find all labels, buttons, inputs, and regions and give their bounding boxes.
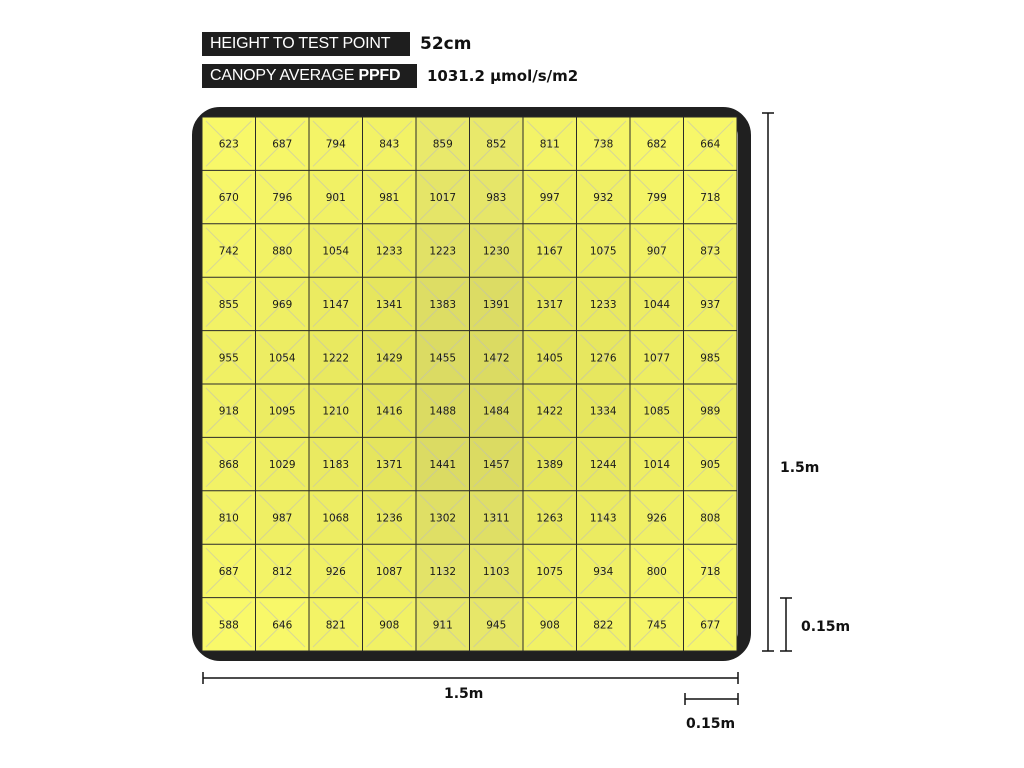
cell-value: 1132 bbox=[429, 565, 457, 578]
cell-value: 1276 bbox=[589, 352, 617, 365]
cell-value: 1077 bbox=[643, 352, 671, 365]
cell-value: 983 bbox=[486, 192, 507, 205]
cell-value: 1183 bbox=[322, 459, 350, 472]
cell-value: 1302 bbox=[429, 512, 457, 525]
cell-value: 908 bbox=[379, 619, 400, 632]
cell-value: 677 bbox=[700, 619, 721, 632]
cell-value: 1095 bbox=[268, 405, 296, 418]
cell-value: 1429 bbox=[375, 352, 403, 365]
cell-value: 934 bbox=[593, 565, 614, 578]
cell-value: 1455 bbox=[429, 352, 457, 365]
cell-value: 1075 bbox=[589, 245, 617, 258]
cell-value: 873 bbox=[700, 245, 721, 258]
height-value: 52cm bbox=[420, 34, 472, 54]
average-label-prefix: CANOPY AVERAGE bbox=[210, 67, 359, 84]
cell-value: 901 bbox=[325, 192, 346, 205]
cell-value: 670 bbox=[218, 192, 239, 205]
cell-value: 810 bbox=[218, 512, 239, 525]
cell-value: 687 bbox=[272, 138, 293, 151]
cell-value: 918 bbox=[218, 405, 239, 418]
cell-value: 718 bbox=[700, 192, 721, 205]
cell-value: 1244 bbox=[589, 459, 617, 472]
cell-value: 1147 bbox=[322, 298, 350, 311]
cell-value: 1017 bbox=[429, 192, 457, 205]
cell-value: 808 bbox=[700, 512, 721, 525]
cell-value: 855 bbox=[218, 298, 239, 311]
cell-value: 987 bbox=[272, 512, 293, 525]
cell-value: 687 bbox=[218, 565, 239, 578]
cell-value: 997 bbox=[539, 192, 560, 205]
cell-value: 1317 bbox=[536, 298, 564, 311]
cell-value: 981 bbox=[379, 192, 400, 205]
cell-value: 905 bbox=[700, 459, 721, 472]
cell-value: 1441 bbox=[429, 459, 457, 472]
cell-value: 1341 bbox=[375, 298, 403, 311]
cell-value: 937 bbox=[700, 298, 721, 311]
cell-value: 1383 bbox=[429, 298, 457, 311]
cell-value: 1054 bbox=[268, 352, 296, 365]
cell-value: 664 bbox=[700, 138, 721, 151]
cell-value: 926 bbox=[325, 565, 346, 578]
cell-value: 1167 bbox=[536, 245, 564, 258]
cell-value: 1391 bbox=[482, 298, 510, 311]
cell-value: 1371 bbox=[375, 459, 403, 472]
cell-value: 868 bbox=[218, 459, 239, 472]
cell-value: 800 bbox=[646, 565, 667, 578]
average-label-bold: PPFD bbox=[358, 67, 401, 84]
cell-width-label: 0.15m bbox=[686, 716, 736, 732]
cell-value: 811 bbox=[539, 138, 560, 151]
cell-value: 1405 bbox=[536, 352, 564, 365]
cell-value: 1457 bbox=[482, 459, 510, 472]
cell-value: 646 bbox=[272, 619, 293, 632]
cell-value: 843 bbox=[379, 138, 400, 151]
cell-value: 1103 bbox=[482, 565, 510, 578]
cell-value: 1389 bbox=[536, 459, 564, 472]
cell-value: 969 bbox=[272, 298, 293, 311]
cell-value: 1044 bbox=[643, 298, 671, 311]
cell-value: 794 bbox=[325, 138, 346, 151]
cell-value: 1422 bbox=[536, 405, 564, 418]
cell-value: 1416 bbox=[375, 405, 403, 418]
cell-value: 1075 bbox=[536, 565, 564, 578]
cell-value: 1263 bbox=[536, 512, 564, 525]
cell-value: 1334 bbox=[589, 405, 617, 418]
cell-value: 742 bbox=[218, 245, 239, 258]
cell-value: 1223 bbox=[429, 245, 457, 258]
cell-value: 852 bbox=[486, 138, 507, 151]
cell-value: 1029 bbox=[268, 459, 296, 472]
cell-value: 738 bbox=[593, 138, 614, 151]
cell-value: 1230 bbox=[482, 245, 510, 258]
cell-value: 822 bbox=[593, 619, 614, 632]
cell-value: 880 bbox=[272, 245, 293, 258]
cell-value: 1222 bbox=[322, 352, 350, 365]
average-value: 1031.2 µmol/s/m2 bbox=[427, 67, 579, 85]
cell-value: 812 bbox=[272, 565, 293, 578]
cell-value: 1087 bbox=[375, 565, 403, 578]
cell-value: 989 bbox=[700, 405, 721, 418]
cell-value: 1488 bbox=[429, 405, 457, 418]
cell-value: 955 bbox=[218, 352, 239, 365]
cell-value: 1068 bbox=[322, 512, 350, 525]
cell-value: 745 bbox=[646, 619, 667, 632]
cell-value: 945 bbox=[486, 619, 507, 632]
cell-value: 1085 bbox=[643, 405, 671, 418]
cell-value: 1210 bbox=[322, 405, 350, 418]
cell-value: 799 bbox=[646, 192, 667, 205]
cell-value: 1233 bbox=[589, 298, 617, 311]
cell-value: 911 bbox=[432, 619, 453, 632]
cell-value: 796 bbox=[272, 192, 293, 205]
height-label: HEIGHT TO TEST POINT bbox=[202, 32, 410, 56]
width-dimension-label: 1.5m bbox=[444, 686, 484, 702]
cell-depth-label: 0.15m bbox=[801, 619, 851, 635]
cell-value: 588 bbox=[218, 619, 239, 632]
cell-value: 1311 bbox=[482, 512, 510, 525]
cell-value: 908 bbox=[539, 619, 560, 632]
cell-value: 1054 bbox=[322, 245, 350, 258]
cell-value: 821 bbox=[325, 619, 346, 632]
cell-value: 1233 bbox=[375, 245, 403, 258]
cell-value: 623 bbox=[218, 138, 239, 151]
cell-value: 682 bbox=[646, 138, 667, 151]
cell-value: 926 bbox=[646, 512, 667, 525]
cell-value: 1143 bbox=[589, 512, 617, 525]
cell-value: 859 bbox=[432, 138, 453, 151]
cell-value: 1472 bbox=[482, 352, 510, 365]
depth-dimension-label: 1.5m bbox=[780, 460, 820, 476]
cell-value: 1236 bbox=[375, 512, 403, 525]
cell-value: 1014 bbox=[643, 459, 671, 472]
cell-value: 1484 bbox=[482, 405, 510, 418]
cell-value: 907 bbox=[646, 245, 667, 258]
cell-value: 932 bbox=[593, 192, 614, 205]
cell-value: 718 bbox=[700, 565, 721, 578]
cell-value: 985 bbox=[700, 352, 721, 365]
